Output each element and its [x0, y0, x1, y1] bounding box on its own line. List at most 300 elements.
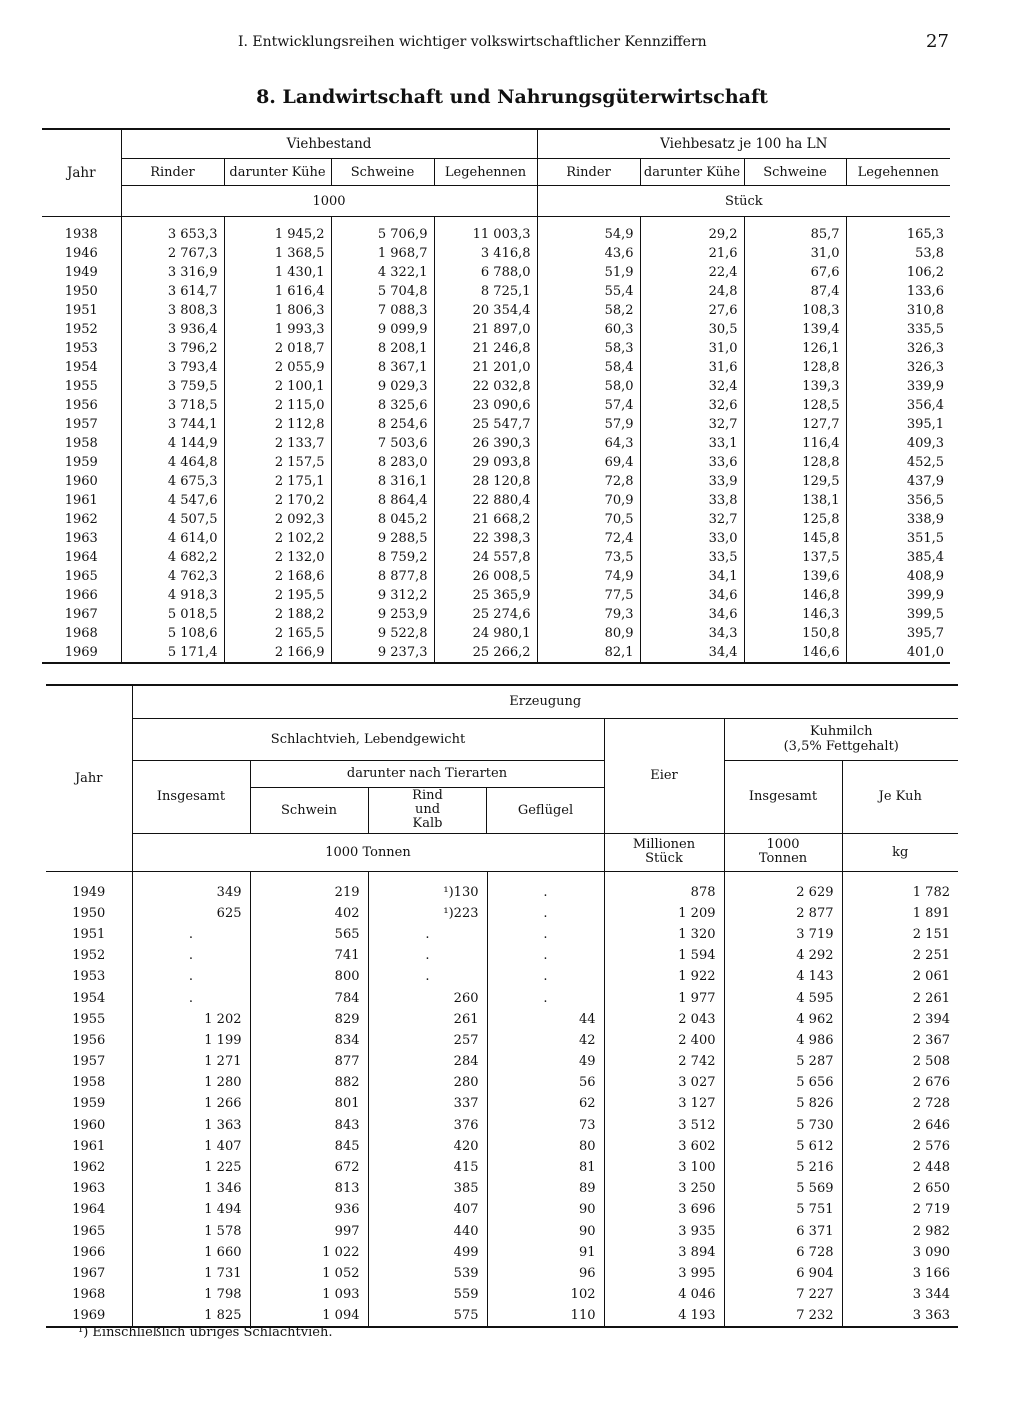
column-header-gefluegel: Geflügel: [486, 788, 603, 833]
table-row: [42, 453, 950, 472]
table-cell: 2 676: [842, 1072, 958, 1093]
row-year: 1956: [72, 1032, 106, 1048]
table-cell: 349: [132, 871, 250, 903]
table-cell: 402: [250, 903, 368, 924]
table-row: [42, 472, 950, 491]
table-cell: 23 090,6: [434, 396, 537, 415]
table-cell: 1 825: [132, 1305, 250, 1327]
table-cell: 5 018,5: [121, 605, 224, 624]
table-cell: 784: [250, 987, 368, 1008]
column-header-row: [42, 159, 950, 186]
table-row: [46, 1072, 958, 1093]
table-cell: 575: [368, 1305, 487, 1327]
table-row: [46, 1199, 958, 1220]
table-cell: .: [487, 924, 604, 945]
table-cell: 2 261: [842, 987, 958, 1008]
table-cell: 110: [487, 1305, 604, 1327]
table-cell: 284: [368, 1051, 487, 1072]
table-cell: 337: [368, 1093, 487, 1114]
table-cell: 72,8: [537, 472, 640, 491]
table-cell: 4 547,6: [121, 491, 224, 510]
table-cell: 9 312,2: [331, 586, 434, 605]
table-cell: .: [487, 987, 604, 1008]
row-year: 1938: [64, 227, 98, 242]
row-year: 1967: [72, 1265, 106, 1281]
table-cell: 1 280: [132, 1072, 250, 1093]
table-row: [42, 217, 950, 245]
column-header-milch-insgesamt: Insgesamt: [724, 760, 842, 833]
table-cell: 69,4: [537, 453, 640, 472]
row-year: 1961: [72, 1138, 106, 1154]
table-cell: 399,9: [846, 586, 950, 605]
table-cell: 85,7: [744, 217, 846, 245]
table-cell: 2 112,8: [224, 415, 331, 434]
table-cell: 395,1: [846, 415, 950, 434]
table-cell: 2 982: [842, 1221, 958, 1242]
table-cell: 22 880,4: [434, 491, 537, 510]
table-cell: 5 656: [724, 1072, 842, 1093]
table-cell: 3 100: [604, 1157, 724, 1178]
table-cell: 1 798: [132, 1284, 250, 1305]
table-row: [42, 434, 950, 453]
table-cell: 385,4: [846, 548, 950, 567]
table-cell: 2 165,5: [224, 624, 331, 643]
table-cell: 5 704,8: [331, 282, 434, 301]
table-cell: 9 237,3: [331, 643, 434, 663]
table-row: [46, 1157, 958, 1178]
table-cell: 800: [250, 966, 368, 987]
table-cell: 882: [250, 1072, 368, 1093]
row-year: 1960: [72, 1117, 106, 1133]
table-cell: 420: [368, 1136, 487, 1157]
row-year: 1959: [72, 1096, 106, 1112]
row-year: 1956: [64, 398, 98, 413]
table-cell: 351,5: [846, 529, 950, 548]
table-cell: 2 151: [842, 924, 958, 945]
table-cell: 5 216: [724, 1157, 842, 1178]
table-cell: .: [487, 966, 604, 987]
row-year: 1962: [72, 1160, 106, 1176]
table-cell: 3 894: [604, 1242, 724, 1263]
table-cell: 741: [250, 945, 368, 966]
table-cell: 34,4: [640, 643, 744, 663]
column-header: Legehennen: [846, 159, 950, 186]
table-cell: 415: [368, 1157, 487, 1178]
table-cell: 2 166,9: [224, 643, 331, 663]
table-cell: 21 201,0: [434, 358, 537, 377]
tierarten-subheaders: [251, 788, 604, 833]
table-cell: 53,8: [846, 244, 950, 263]
row-year: 1952: [64, 322, 98, 337]
group-header-tierarten: darunter nach Tierarten: [251, 761, 604, 788]
table-cell: 1 616,4: [224, 282, 331, 301]
table-cell: 24 980,1: [434, 624, 537, 643]
table-cell: 1 094: [250, 1305, 368, 1327]
table-cell: 335,5: [846, 320, 950, 339]
row-year: 1953: [64, 341, 98, 356]
table-cell: 1 660: [132, 1242, 250, 1263]
table-cell: 25 266,2: [434, 643, 537, 663]
table-cell: 1 430,1: [224, 263, 331, 282]
table-row: [46, 1178, 958, 1199]
table-cell: 22 032,8: [434, 377, 537, 396]
table-cell: 8 864,4: [331, 491, 434, 510]
column-header: Rinder: [121, 159, 224, 186]
table-cell: 6 371: [724, 1221, 842, 1242]
table-cell: 4 143: [724, 966, 842, 987]
table-cell: 27,6: [640, 301, 744, 320]
table-cell: 4 595: [724, 987, 842, 1008]
table-cell: 9 288,5: [331, 529, 434, 548]
table-cell: 57,4: [537, 396, 640, 415]
table-cell: 8 725,1: [434, 282, 537, 301]
table-cell: 54,9: [537, 217, 640, 245]
table-cell: 2 175,1: [224, 472, 331, 491]
table-cell: 21,6: [640, 244, 744, 263]
table-cell: 42: [487, 1030, 604, 1051]
row-year: 1969: [64, 645, 98, 660]
table-cell: 3 166: [842, 1263, 958, 1284]
table-cell: 4 144,9: [121, 434, 224, 453]
table-row: [46, 1051, 958, 1072]
row-year: 1965: [72, 1223, 106, 1239]
table-cell: 4 322,1: [331, 263, 434, 282]
table-cell: 7 232: [724, 1305, 842, 1327]
table-row: [46, 1263, 958, 1284]
table-cell: 32,7: [640, 510, 744, 529]
table-cell: 1 594: [604, 945, 724, 966]
table-row: [42, 244, 950, 263]
table-cell: 1 052: [250, 1263, 368, 1284]
page-number: 27: [926, 31, 949, 52]
table-row: [42, 320, 950, 339]
table-cell: 437,9: [846, 472, 950, 491]
column-header-eier: Eier: [604, 718, 724, 833]
table-cell: 1 922: [604, 966, 724, 987]
table-cell: 4 292: [724, 945, 842, 966]
row-year: 1951: [64, 303, 98, 318]
table-row: [42, 567, 950, 586]
table-cell: 261: [368, 1009, 487, 1030]
row-year: 1953: [72, 969, 106, 985]
table-cell: 34,1: [640, 567, 744, 586]
table-row: [42, 643, 950, 663]
table-cell: 1 320: [604, 924, 724, 945]
column-header: darunter Kühe: [640, 159, 744, 186]
table-cell: 3 027: [604, 1072, 724, 1093]
table-cell: 96: [487, 1263, 604, 1284]
table-cell: 326,3: [846, 339, 950, 358]
table-cell: 845: [250, 1136, 368, 1157]
group-header-kuhmilch: Kuhmilch (3,5% Fettgehalt): [724, 718, 958, 760]
table-cell: 408,9: [846, 567, 950, 586]
table-cell: 1 225: [132, 1157, 250, 1178]
table-cell: 56: [487, 1072, 604, 1093]
row-year: 1960: [64, 474, 98, 489]
table-cell: 1 993,3: [224, 320, 331, 339]
table-cell: .: [132, 987, 250, 1008]
table-cell: 1 368,5: [224, 244, 331, 263]
table-cell: 22,4: [640, 263, 744, 282]
row-year: 1967: [64, 607, 98, 622]
table-cell: 24,8: [640, 282, 744, 301]
table-cell: 6 728: [724, 1242, 842, 1263]
footnote: ¹) Einschließlich übriges Schlachtvieh.: [78, 1325, 333, 1340]
table-cell: 4 918,3: [121, 586, 224, 605]
table-cell: 2 767,3: [121, 244, 224, 263]
table-cell: 257: [368, 1030, 487, 1051]
table-cell: 1 891: [842, 903, 958, 924]
table-cell: 58,2: [537, 301, 640, 320]
table-cell: 3 344: [842, 1284, 958, 1305]
table-cell: 8 367,1: [331, 358, 434, 377]
row-year: 1959: [64, 455, 98, 470]
table-cell: 6 904: [724, 1263, 842, 1284]
table-cell: 1 407: [132, 1136, 250, 1157]
table-cell: 44: [487, 1009, 604, 1030]
table-cell: 559: [368, 1284, 487, 1305]
table-cell: 31,0: [640, 339, 744, 358]
table-cell: 2 367: [842, 1030, 958, 1051]
table-cell: 452,5: [846, 453, 950, 472]
table-cell: 2 092,3: [224, 510, 331, 529]
table-cell: 51,9: [537, 263, 640, 282]
table-cell: 60,3: [537, 320, 640, 339]
table-cell: 8 325,6: [331, 396, 434, 415]
table-cell: .: [487, 945, 604, 966]
table-cell: 2 115,0: [224, 396, 331, 415]
table-cell: 73: [487, 1115, 604, 1136]
table-cell: 150,8: [744, 624, 846, 643]
table-cell: 5 569: [724, 1178, 842, 1199]
table-cell: 139,4: [744, 320, 846, 339]
table-cell: 3 512: [604, 1115, 724, 1136]
table-cell: .: [487, 903, 604, 924]
table-cell: ¹)223: [368, 903, 487, 924]
table-cell: 31,6: [640, 358, 744, 377]
table-cell: 79,3: [537, 605, 640, 624]
table-cell: 34,6: [640, 586, 744, 605]
column-header-schwein: Schwein: [281, 802, 337, 818]
table-row: [42, 396, 950, 415]
table-cell: 4 986: [724, 1030, 842, 1051]
table-row: [46, 966, 958, 987]
table-row: [42, 339, 950, 358]
table-cell: 21 246,8: [434, 339, 537, 358]
table-cell: 877: [250, 1051, 368, 1072]
table-cell: 2 188,2: [224, 605, 331, 624]
table-cell: 21 897,0: [434, 320, 537, 339]
year-header-2: Jahr: [46, 685, 132, 871]
table-cell: 2 043: [604, 1009, 724, 1030]
table-cell: 26 008,5: [434, 567, 537, 586]
table-cell: 3 127: [604, 1093, 724, 1114]
table-cell: 1 731: [132, 1263, 250, 1284]
row-year: 1950: [64, 284, 98, 299]
livestock-table: [42, 128, 950, 664]
table-cell: 57,9: [537, 415, 640, 434]
table-cell: 8 877,8: [331, 567, 434, 586]
column-header: Schweine: [331, 159, 434, 186]
table-cell: .: [368, 966, 487, 987]
table-cell: 7 088,3: [331, 301, 434, 320]
table-cell: 64,3: [537, 434, 640, 453]
table-cell: 126,1: [744, 339, 846, 358]
row-year: 1963: [64, 531, 98, 546]
table-cell: 21 668,2: [434, 510, 537, 529]
column-header-je-kuh: Je Kuh: [842, 760, 958, 833]
table-cell: 2 251: [842, 945, 958, 966]
table-cell: 6 788,0: [434, 263, 537, 282]
table-cell: 3 796,2: [121, 339, 224, 358]
table-row: [46, 1284, 958, 1305]
table-cell: 1 202: [132, 1009, 250, 1030]
row-year: 1949: [72, 884, 106, 900]
table-cell: 1 968,7: [331, 244, 434, 263]
table-cell: 356,4: [846, 396, 950, 415]
table-cell: 165,3: [846, 217, 950, 245]
table-cell: 2 133,7: [224, 434, 331, 453]
table-cell: 55,4: [537, 282, 640, 301]
table-cell: 81: [487, 1157, 604, 1178]
table-row: [42, 605, 950, 624]
table-cell: 2 102,2: [224, 529, 331, 548]
row-year: 1949: [64, 265, 98, 280]
column-header: darunter Kühe: [224, 159, 331, 186]
row-year: 1955: [64, 379, 98, 394]
table-row: [46, 987, 958, 1008]
table-cell: 8 316,1: [331, 472, 434, 491]
table-cell: 80,9: [537, 624, 640, 643]
table-cell: 2 742: [604, 1051, 724, 1072]
table-cell: 33,5: [640, 548, 744, 567]
table-cell: 2 061: [842, 966, 958, 987]
table-cell: 145,8: [744, 529, 846, 548]
table-cell: 2 170,2: [224, 491, 331, 510]
table-cell: 409,3: [846, 434, 950, 453]
table-cell: 29 093,8: [434, 453, 537, 472]
table-cell: 339,9: [846, 377, 950, 396]
table-cell: 843: [250, 1115, 368, 1136]
table-cell: 376: [368, 1115, 487, 1136]
table-cell: 2 394: [842, 1009, 958, 1030]
table-cell: 3 653,3: [121, 217, 224, 245]
table-cell: 2 157,5: [224, 453, 331, 472]
table-cell: 29,2: [640, 217, 744, 245]
table-cell: 8 208,1: [331, 339, 434, 358]
table-cell: 2 728: [842, 1093, 958, 1114]
table-cell: 3 744,1: [121, 415, 224, 434]
table-cell: 9 029,3: [331, 377, 434, 396]
table-cell: 801: [250, 1093, 368, 1114]
table-cell: 936: [250, 1199, 368, 1220]
table-cell: 834: [250, 1030, 368, 1051]
table-cell: 5 751: [724, 1199, 842, 1220]
table-cell: 20 354,4: [434, 301, 537, 320]
table-row: [42, 301, 950, 320]
row-year: 1955: [72, 1011, 106, 1027]
table-row: [42, 358, 950, 377]
table-cell: 33,1: [640, 434, 744, 453]
table-cell: 4 464,8: [121, 453, 224, 472]
column-header: Rinder: [537, 159, 640, 186]
table-cell: .: [368, 945, 487, 966]
table-cell: 829: [250, 1009, 368, 1030]
table-cell: 3 808,3: [121, 301, 224, 320]
table-cell: 137,5: [744, 548, 846, 567]
table-cell: 280: [368, 1072, 487, 1093]
table-cell: 310,8: [846, 301, 950, 320]
table-cell: 4 682,2: [121, 548, 224, 567]
table-cell: 70,5: [537, 510, 640, 529]
table-cell: 7 503,6: [331, 434, 434, 453]
table-cell: 2 576: [842, 1136, 958, 1157]
table-cell: 5 108,6: [121, 624, 224, 643]
table-row: [42, 263, 950, 282]
table-row: [42, 624, 950, 643]
table-cell: 26 390,3: [434, 434, 537, 453]
table-cell: 28 120,8: [434, 472, 537, 491]
table-cell: 116,4: [744, 434, 846, 453]
unit-header-milch: 1000 Tonnen: [724, 833, 842, 871]
table-cell: 1 209: [604, 903, 724, 924]
table-cell: 31,0: [744, 244, 846, 263]
row-year: 1952: [72, 948, 106, 964]
table-cell: 139,3: [744, 377, 846, 396]
table-cell: 4 046: [604, 1284, 724, 1305]
table-cell: 326,3: [846, 358, 950, 377]
table-row: [42, 510, 950, 529]
table-cell: 146,3: [744, 605, 846, 624]
table-cell: 80: [487, 1136, 604, 1157]
table-cell: 34,6: [640, 605, 744, 624]
row-year: 1968: [72, 1287, 106, 1303]
table-cell: 1 782: [842, 871, 958, 903]
table-cell: 539: [368, 1263, 487, 1284]
table-row: [46, 945, 958, 966]
table-cell: 138,1: [744, 491, 846, 510]
table-cell: 1 363: [132, 1115, 250, 1136]
running-head: I. Entwicklungsreihen wichtiger volkswirtschaftlicher Kennziffern: [238, 34, 707, 50]
table-cell: 1 093: [250, 1284, 368, 1305]
row-year: 1951: [72, 926, 106, 942]
table-cell: 102: [487, 1284, 604, 1305]
table-cell: 3 602: [604, 1136, 724, 1157]
group-header-viehbesatz: Viehbesatz je 100 ha LN: [537, 129, 950, 159]
table-cell: 813: [250, 1178, 368, 1199]
column-header-insgesamt: Insgesamt: [132, 760, 250, 833]
table-row: [46, 1242, 958, 1263]
table-cell: 89: [487, 1178, 604, 1199]
unit-header-tonnen: 1000 Tonnen: [132, 833, 604, 871]
table-cell: 22 398,3: [434, 529, 537, 548]
group-header-schlachtvieh: Schlachtvieh, Lebendgewicht: [132, 718, 604, 760]
table-row: [42, 282, 950, 301]
table-cell: 90: [487, 1199, 604, 1220]
table-cell: 5 826: [724, 1093, 842, 1114]
table-cell: 3 719: [724, 924, 842, 945]
row-year: 1954: [64, 360, 98, 375]
table-cell: 2 646: [842, 1115, 958, 1136]
table-cell: 32,7: [640, 415, 744, 434]
table-cell: 30,5: [640, 320, 744, 339]
table-row: [46, 871, 958, 903]
table-cell: 70,9: [537, 491, 640, 510]
table-cell: 440: [368, 1221, 487, 1242]
table-cell: 25 274,6: [434, 605, 537, 624]
table-cell: 356,5: [846, 491, 950, 510]
table-cell: 1 977: [604, 987, 724, 1008]
